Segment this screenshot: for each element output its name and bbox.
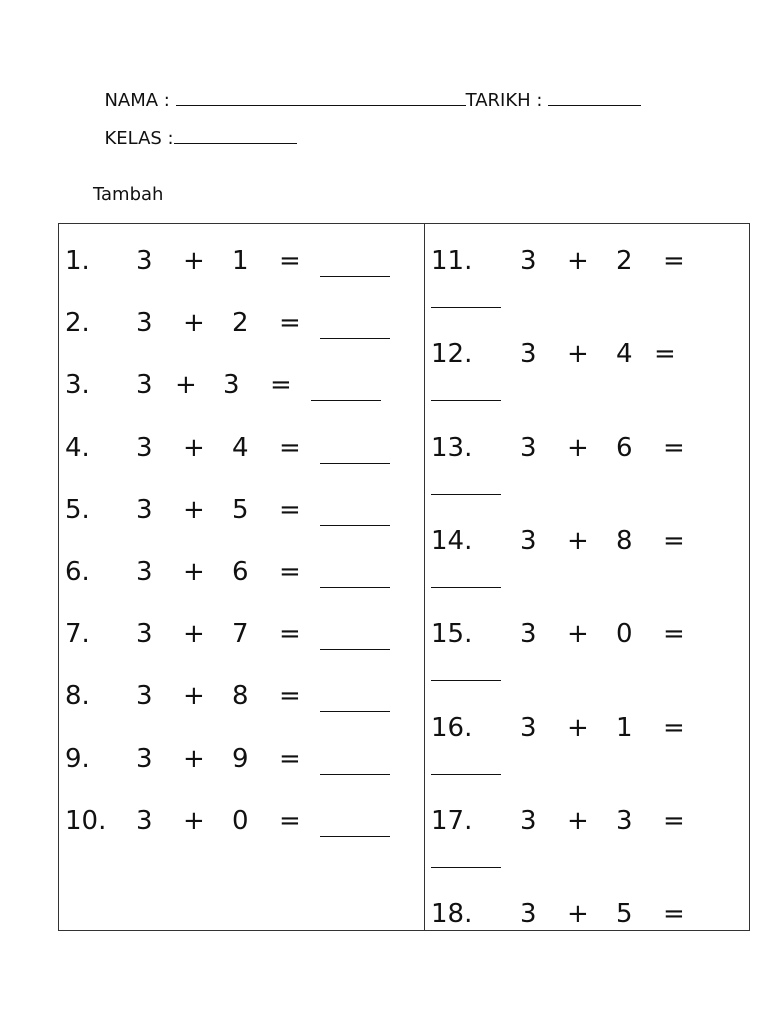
addend-first: 3 <box>520 246 537 276</box>
addend-second: 6 <box>232 557 249 587</box>
plus-sign: + <box>567 246 589 276</box>
question-number: 10. <box>65 806 107 836</box>
answer-blank[interactable] <box>320 836 390 837</box>
addend-second: 8 <box>232 681 249 711</box>
plus-sign: + <box>175 370 197 400</box>
equals-sign: = <box>654 339 676 369</box>
equals-sign: = <box>663 899 685 929</box>
name-field[interactable] <box>176 103 466 106</box>
class-label: KELAS : <box>104 128 174 149</box>
plus-sign: + <box>183 246 205 276</box>
addend-first: 3 <box>136 619 153 649</box>
addend-first: 3 <box>136 806 153 836</box>
question-row <box>0 744 768 774</box>
answer-blank[interactable] <box>320 711 390 712</box>
class-row <box>93 107 297 149</box>
equals-sign: = <box>663 246 685 276</box>
plus-sign: + <box>567 806 589 836</box>
question-row <box>0 339 768 369</box>
class-field[interactable] <box>174 141 297 144</box>
addend-first: 3 <box>136 495 153 525</box>
question-row <box>0 526 768 556</box>
equals-sign: = <box>279 433 301 463</box>
question-row <box>0 246 768 276</box>
plus-sign: + <box>567 526 589 556</box>
answer-blank[interactable] <box>431 494 501 495</box>
answer-blank[interactable] <box>320 649 390 650</box>
question-number: 2. <box>65 308 90 338</box>
answer-blank[interactable] <box>431 680 501 681</box>
equals-sign: = <box>279 744 301 774</box>
addend-first: 3 <box>136 557 153 587</box>
question-row <box>0 370 768 400</box>
addend-second: 0 <box>616 619 633 649</box>
answer-blank[interactable] <box>320 774 390 775</box>
plus-sign: + <box>183 557 205 587</box>
answer-blank[interactable] <box>431 774 501 775</box>
date-label: TARIKH : <box>465 90 549 111</box>
question-number: 18. <box>431 899 473 929</box>
plus-sign: + <box>183 495 205 525</box>
addend-second: 9 <box>232 744 249 774</box>
equals-sign: = <box>663 619 685 649</box>
addend-second: 2 <box>232 308 249 338</box>
answer-blank[interactable] <box>320 587 390 588</box>
question-number: 13. <box>431 433 473 463</box>
addend-first: 3 <box>136 744 153 774</box>
addend-first: 3 <box>520 339 537 369</box>
question-number: 4. <box>65 433 90 463</box>
answer-blank[interactable] <box>431 400 501 401</box>
plus-sign: + <box>183 308 205 338</box>
plus-sign: + <box>183 744 205 774</box>
plus-sign: + <box>183 806 205 836</box>
date-field[interactable] <box>548 103 641 106</box>
topic-title: Tambah <box>93 184 164 205</box>
question-number: 15. <box>431 619 473 649</box>
addend-second: 3 <box>223 370 240 400</box>
addend-first: 3 <box>520 713 537 743</box>
equals-sign: = <box>663 806 685 836</box>
plus-sign: + <box>183 433 205 463</box>
equals-sign: = <box>279 308 301 338</box>
answer-blank[interactable] <box>431 867 501 868</box>
name-label: NAMA : <box>104 90 176 111</box>
plus-sign: + <box>567 433 589 463</box>
question-row <box>0 619 768 649</box>
question-row <box>0 495 768 525</box>
addend-second: 4 <box>232 433 249 463</box>
addend-first: 3 <box>520 806 537 836</box>
answer-blank[interactable] <box>431 307 501 308</box>
question-number: 6. <box>65 557 90 587</box>
addend-second: 2 <box>616 246 633 276</box>
equals-sign: = <box>279 681 301 711</box>
addend-second: 3 <box>616 806 633 836</box>
addend-first: 3 <box>136 433 153 463</box>
plus-sign: + <box>183 619 205 649</box>
question-number: 11. <box>431 246 473 276</box>
question-number: 9. <box>65 744 90 774</box>
equals-sign: = <box>270 370 292 400</box>
question-row <box>0 557 768 587</box>
addend-first: 3 <box>520 526 537 556</box>
question-row <box>0 806 768 836</box>
question-row <box>0 681 768 711</box>
addend-second: 6 <box>616 433 633 463</box>
addend-second: 5 <box>232 495 249 525</box>
addend-second: 7 <box>232 619 249 649</box>
plus-sign: + <box>567 619 589 649</box>
answer-blank[interactable] <box>431 587 501 588</box>
addend-second: 1 <box>616 713 633 743</box>
addend-second: 5 <box>616 899 633 929</box>
name-row <box>93 69 641 111</box>
addend-first: 3 <box>520 899 537 929</box>
question-number: 17. <box>431 806 473 836</box>
equals-sign: = <box>663 526 685 556</box>
question-number: 5. <box>65 495 90 525</box>
equals-sign: = <box>279 246 301 276</box>
question-number: 16. <box>431 713 473 743</box>
equals-sign: = <box>279 557 301 587</box>
question-row <box>0 713 768 743</box>
equals-sign: = <box>279 619 301 649</box>
question-number: 8. <box>65 681 90 711</box>
plus-sign: + <box>183 681 205 711</box>
answer-blank[interactable] <box>320 276 390 277</box>
question-row <box>0 433 768 463</box>
addend-first: 3 <box>520 619 537 649</box>
addend-first: 3 <box>136 308 153 338</box>
addend-first: 3 <box>136 370 153 400</box>
plus-sign: + <box>567 899 589 929</box>
addend-first: 3 <box>136 681 153 711</box>
question-number: 3. <box>65 370 90 400</box>
equals-sign: = <box>663 713 685 743</box>
plus-sign: + <box>567 339 589 369</box>
question-number: 7. <box>65 619 90 649</box>
addend-second: 8 <box>616 526 633 556</box>
addend-first: 3 <box>520 433 537 463</box>
addend-second: 1 <box>232 246 249 276</box>
question-row <box>0 899 768 929</box>
equals-sign: = <box>279 806 301 836</box>
question-number: 12. <box>431 339 473 369</box>
question-row <box>0 308 768 338</box>
addend-second: 0 <box>232 806 249 836</box>
answer-blank[interactable] <box>320 463 390 464</box>
addend-second: 4 <box>616 339 633 369</box>
equals-sign: = <box>663 433 685 463</box>
question-number: 1. <box>65 246 90 276</box>
equals-sign: = <box>279 495 301 525</box>
plus-sign: + <box>567 713 589 743</box>
answer-blank[interactable] <box>311 400 381 401</box>
addend-first: 3 <box>136 246 153 276</box>
question-number: 14. <box>431 526 473 556</box>
